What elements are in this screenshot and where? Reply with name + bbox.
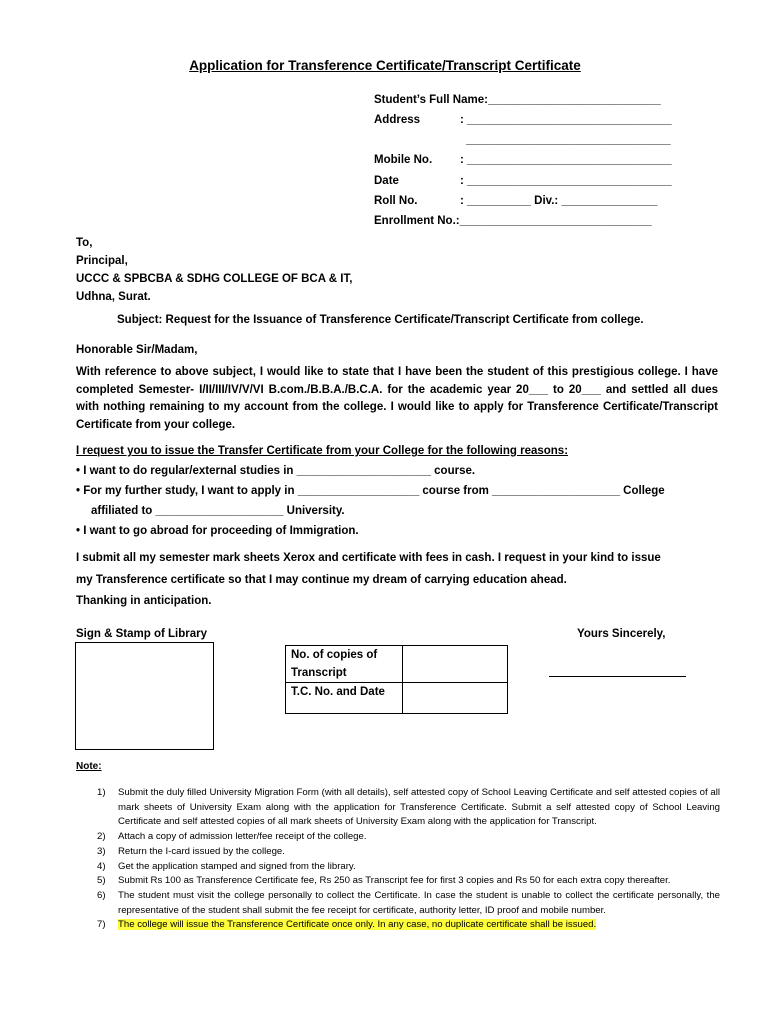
- thanking-line: Thanking in anticipation.: [76, 595, 212, 607]
- notes-list: [76, 786, 720, 933]
- note-item: 5) Submit Rs 100 as Transference Certificate fee, Rs 250 as Transcript fee for first 3 copies and Rs 50 for each extra copy thereafter.: [97, 875, 671, 887]
- college-name: UCCC & SPBCBA & SDHG COLLEGE OF BCA & IT,: [76, 273, 353, 285]
- subject-line: Subject: Request for the Issuance of Transference Certificate/Transcript Certificate from college.: [117, 314, 644, 326]
- sign-stamp-label: Sign & Stamp of Library: [76, 628, 207, 640]
- copies-table: [285, 645, 508, 714]
- yours-sincerely: Yours Sincerely,: [577, 628, 666, 640]
- note-item: 1) Submit the duly filled University Migration Form (with all details), self attested copy of School Leaving Certificate and self attested copies of all mark sheets of University Exam along with the application for Transference Certificate. Submit a self attested copy of School Leaving Certificate and self attested copies of all mark sheets of University Exam along with the application for Transcript.: [97, 787, 720, 828]
- note-item: 3) Return the I-card issued by the college.: [97, 845, 285, 857]
- mobile-field[interactable]: [374, 154, 672, 166]
- note-item: 6) The student must visit the college personally to collect the Certificate. In case the student is unable to collect the certificate personally, the representative of the student shall submit the fee receipt for certificate, authority letter, ID proof and mobile number.: [97, 889, 720, 916]
- roll-label: Roll No.: [374, 195, 418, 207]
- intro-paragraph: With reference to above subject, I would like to state that I have been the student of this prestigious college. I have completed Semester- I/II/III/IV/V/VI B.com./B.B.A./B.C.A. for the academic year 20___ to 20___ and settled all dues with nothing remaining to my account from the college. I would like to apply for Transference Certificate/Transcript Certificate from your college.: [76, 366, 718, 431]
- reason-item-2: • For my further study, I want to apply in ___________________ course from ____________________ College: [76, 485, 665, 497]
- address-field[interactable]: [374, 114, 672, 126]
- tc-value-cell[interactable]: [403, 683, 508, 714]
- reasons-heading: I request you to issue the Transfer Certificate from your College for the following reasons:: [76, 445, 569, 457]
- principal-label: Principal,: [76, 255, 128, 267]
- tc-label-cell: T.C. No. and Date: [286, 683, 403, 714]
- address-label: Address: [374, 114, 421, 126]
- date-value: : ________________________________: [460, 175, 672, 187]
- enrollment-field[interactable]: Enrollment No.:______________________________: [374, 215, 652, 227]
- note-item: 2) Attach a copy of admission letter/fee receipt of the college.: [97, 831, 367, 843]
- signature-line: [549, 676, 686, 677]
- to-label: To,: [76, 237, 93, 249]
- date-label: Date: [374, 175, 399, 187]
- address-line2[interactable]: ________________________________: [466, 134, 671, 146]
- college-city: Udhna, Surat.: [76, 291, 151, 303]
- note-item: 4) Get the application stamped and signed from the library.: [97, 860, 356, 872]
- copies-label-cell: No. of copies of Transcript: [286, 646, 403, 683]
- student-name-field[interactable]: Student’s Full Name:___________________________: [374, 94, 661, 106]
- highlighted-note: The college will issue the Transference Certificate once only. In any case, no duplicate certificate shall be issued.: [118, 919, 597, 931]
- library-stamp-box: [75, 642, 214, 750]
- page-title: Application for Transference Certificate/Transcript Certificate: [189, 58, 581, 73]
- note-item-highlighted: 7) The college will issue the Transference Certificate once only. In any case, no duplicate certificate shall be issued.: [97, 919, 597, 931]
- roll-value: : __________ Div.: _______________: [460, 195, 658, 207]
- salutation: Honorable Sir/Madam,: [76, 344, 198, 356]
- address-value: : ________________________________: [460, 114, 672, 126]
- reason-item-3: • I want to go abroad for proceeding of Immigration.: [76, 525, 359, 537]
- roll-field[interactable]: [374, 195, 657, 207]
- reason-item-2-cont: affiliated to ____________________ University.: [91, 505, 345, 517]
- submit-line-1: I submit all my semester mark sheets Xerox and certificate with fees in cash. I request in your kind to issue: [76, 552, 661, 564]
- copies-value-cell[interactable]: [403, 646, 508, 683]
- mobile-value: : ________________________________: [460, 154, 672, 166]
- reason-item-1: • I want to do regular/external studies in _____________________ course.: [76, 465, 476, 477]
- mobile-label: Mobile No.: [374, 154, 433, 166]
- submit-line-2: my Transference certificate so that I may continue my dream of carrying education ahead.: [76, 574, 567, 586]
- date-field[interactable]: [374, 175, 672, 187]
- note-title: Note:: [76, 761, 102, 772]
